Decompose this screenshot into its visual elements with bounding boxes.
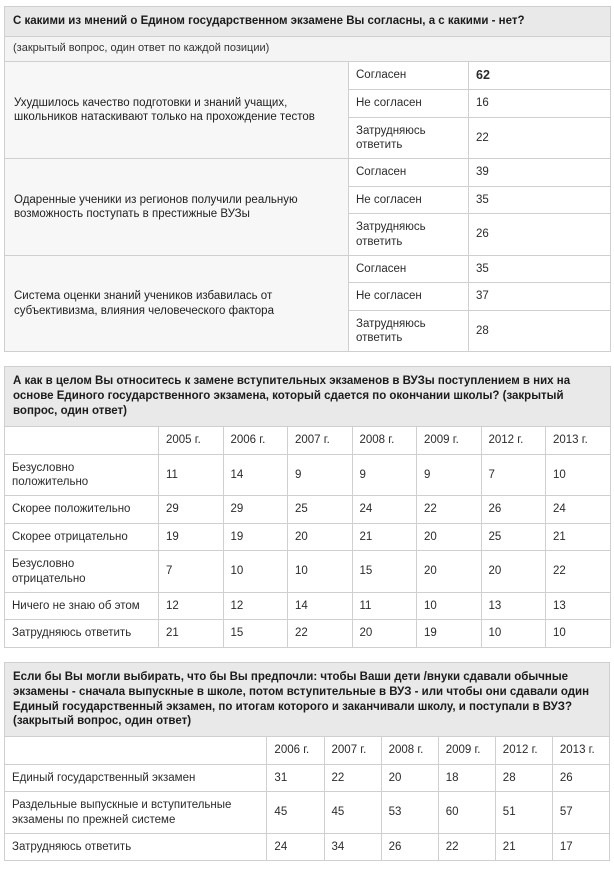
column-header: 2005 г. [159, 427, 224, 454]
option-value: 35 [469, 186, 611, 213]
option-label: Не согласен [349, 283, 469, 310]
cell-value: 20 [417, 523, 482, 550]
cell-value: 9 [417, 454, 482, 496]
cell-value: 21 [546, 523, 611, 550]
preference-table [4, 662, 610, 862]
cell-value: 22 [324, 764, 381, 791]
row-label: Безусловно отрицательно [5, 551, 159, 593]
option-value: 26 [469, 214, 611, 256]
cell-value: 25 [288, 496, 353, 523]
cell-value: 34 [324, 833, 381, 860]
cell-value: 28 [495, 764, 552, 791]
question-title-1: С какими из мнений о Едином государственном экзамене Вы согласны, а с какими - нет? [5, 7, 611, 37]
option-value: 35 [469, 255, 611, 282]
cell-value: 17 [552, 833, 609, 860]
cell-value: 21 [495, 833, 552, 860]
cell-value: 25 [481, 523, 546, 550]
cell-value: 24 [546, 496, 611, 523]
cell-value: 26 [381, 833, 438, 860]
cell-value: 45 [324, 792, 381, 834]
cell-value: 29 [223, 496, 288, 523]
column-header: 2013 г. [546, 427, 611, 454]
question-header-row [5, 662, 610, 737]
column-header: 2012 г. [481, 427, 546, 454]
cell-value: 12 [159, 592, 224, 619]
column-header: 2009 г. [438, 737, 495, 764]
cell-value: 10 [546, 454, 611, 496]
cell-value: 20 [288, 523, 353, 550]
table-row [5, 620, 611, 647]
column-header: 2007 г. [288, 427, 353, 454]
cell-value: 14 [288, 592, 353, 619]
opinions-table [4, 6, 611, 352]
cell-value: 13 [481, 592, 546, 619]
table-row [5, 496, 611, 523]
cell-value: 24 [267, 833, 324, 860]
option-value: 39 [469, 159, 611, 186]
row-label: Скорее положительно [5, 496, 159, 523]
column-header: 2013 г. [552, 737, 609, 764]
column-header: 2008 г. [381, 737, 438, 764]
option-label: Затрудняюсь ответить [349, 310, 469, 352]
question-subtitle-row [5, 36, 611, 61]
option-label: Затрудняюсь ответить [349, 214, 469, 256]
statement-label: Система оценки знаний учеников избавилась от субъективизма, влияния человеческого фактора [5, 255, 349, 352]
table-row [5, 551, 611, 593]
block-divider [4, 352, 610, 366]
column-header: 2008 г. [352, 427, 417, 454]
cell-value: 20 [481, 551, 546, 593]
cell-value: 21 [352, 523, 417, 550]
cell-value: 7 [159, 551, 224, 593]
column-header: 2007 г. [324, 737, 381, 764]
cell-value: 29 [159, 496, 224, 523]
statement-label: Одаренные ученики из регионов получили реальную возможность поступать в престижные ВУЗы [5, 159, 349, 256]
option-value: 28 [469, 310, 611, 352]
cell-value: 21 [159, 620, 224, 647]
column-header-row [5, 737, 610, 764]
option-value: 22 [469, 117, 611, 159]
column-header: 2006 г. [223, 427, 288, 454]
question-header-row [5, 367, 611, 427]
question-title-3: Если бы Вы могли выбирать, что бы Вы предпочли: чтобы Ваши дети /внуки сдавали обычные экзамены - сначала выпускные в школе, потом вступительные в ВУЗ - или чтобы они сдавали один Единый государственный экзамен, по итогам которого и заканчивали школу, и поступали в ВУЗ? (закрытый вопрос, один ответ) [5, 662, 610, 737]
cell-value: 24 [352, 496, 417, 523]
table-row [5, 523, 611, 550]
cell-value: 20 [381, 764, 438, 791]
question-title-2: А как в целом Вы относитесь к замене вступительных экзаменов в ВУЗы поступлением в них на основе Единого государственного экзамена, который сдается по окончании школы? (закрытый вопрос, один ответ) [5, 367, 611, 427]
block-divider [4, 648, 610, 662]
cell-value: 7 [481, 454, 546, 496]
cell-value: 22 [546, 551, 611, 593]
cell-value: 15 [352, 551, 417, 593]
row-label: Ничего не знаю об этом [5, 592, 159, 619]
cell-value: 31 [267, 764, 324, 791]
cell-value: 45 [267, 792, 324, 834]
cell-value: 15 [223, 620, 288, 647]
cell-value: 22 [288, 620, 353, 647]
cell-value: 51 [495, 792, 552, 834]
table-row [5, 61, 611, 90]
column-header-row [5, 427, 611, 454]
row-label: Единый государственный экзамен [5, 764, 267, 791]
table-row [5, 764, 610, 791]
table-row [5, 833, 610, 860]
cell-value: 57 [552, 792, 609, 834]
option-label: Согласен [349, 159, 469, 186]
row-label: Безусловно положительно [5, 454, 159, 496]
cell-value: 14 [223, 454, 288, 496]
statement-label: Ухудшилось качество подготовки и знаний учащих, школьников натаскивают только на прохождение тестов [5, 61, 349, 159]
cell-value: 13 [546, 592, 611, 619]
column-header [5, 737, 267, 764]
table-row [5, 592, 611, 619]
cell-value: 10 [417, 592, 482, 619]
cell-value: 10 [481, 620, 546, 647]
cell-value: 10 [288, 551, 353, 593]
cell-value: 9 [352, 454, 417, 496]
option-value: 62 [469, 61, 611, 90]
cell-value: 10 [223, 551, 288, 593]
cell-value: 19 [223, 523, 288, 550]
row-label: Затрудняюсь ответить [5, 620, 159, 647]
option-value: 37 [469, 283, 611, 310]
row-label: Раздельные выпускные и вступительные экзамены по прежней системе [5, 792, 267, 834]
cell-value: 19 [417, 620, 482, 647]
row-label: Скорее отрицательно [5, 523, 159, 550]
cell-value: 9 [288, 454, 353, 496]
column-header: 2006 г. [267, 737, 324, 764]
table-row [5, 255, 611, 282]
attitude-dynamics-table [4, 366, 611, 647]
cell-value: 20 [352, 620, 417, 647]
table-row [5, 454, 611, 496]
cell-value: 53 [381, 792, 438, 834]
option-value: 16 [469, 90, 611, 117]
option-label: Согласен [349, 61, 469, 90]
cell-value: 18 [438, 764, 495, 791]
question-header-row [5, 7, 611, 37]
column-header: 2012 г. [495, 737, 552, 764]
option-label: Не согласен [349, 186, 469, 213]
cell-value: 22 [438, 833, 495, 860]
cell-value: 20 [417, 551, 482, 593]
cell-value: 12 [223, 592, 288, 619]
cell-value: 26 [481, 496, 546, 523]
column-header [5, 427, 159, 454]
cell-value: 26 [552, 764, 609, 791]
option-label: Затрудняюсь ответить [349, 117, 469, 159]
row-label: Затрудняюсь ответить [5, 833, 267, 860]
cell-value: 19 [159, 523, 224, 550]
option-label: Согласен [349, 255, 469, 282]
table-row [5, 159, 611, 186]
cell-value: 60 [438, 792, 495, 834]
table-row [5, 792, 610, 834]
option-label: Не согласен [349, 90, 469, 117]
cell-value: 10 [546, 620, 611, 647]
cell-value: 11 [352, 592, 417, 619]
cell-value: 11 [159, 454, 224, 496]
cell-value: 22 [417, 496, 482, 523]
question-subtitle-1: (закрытый вопрос, один ответ по каждой позиции) [5, 36, 611, 61]
column-header: 2009 г. [417, 427, 482, 454]
